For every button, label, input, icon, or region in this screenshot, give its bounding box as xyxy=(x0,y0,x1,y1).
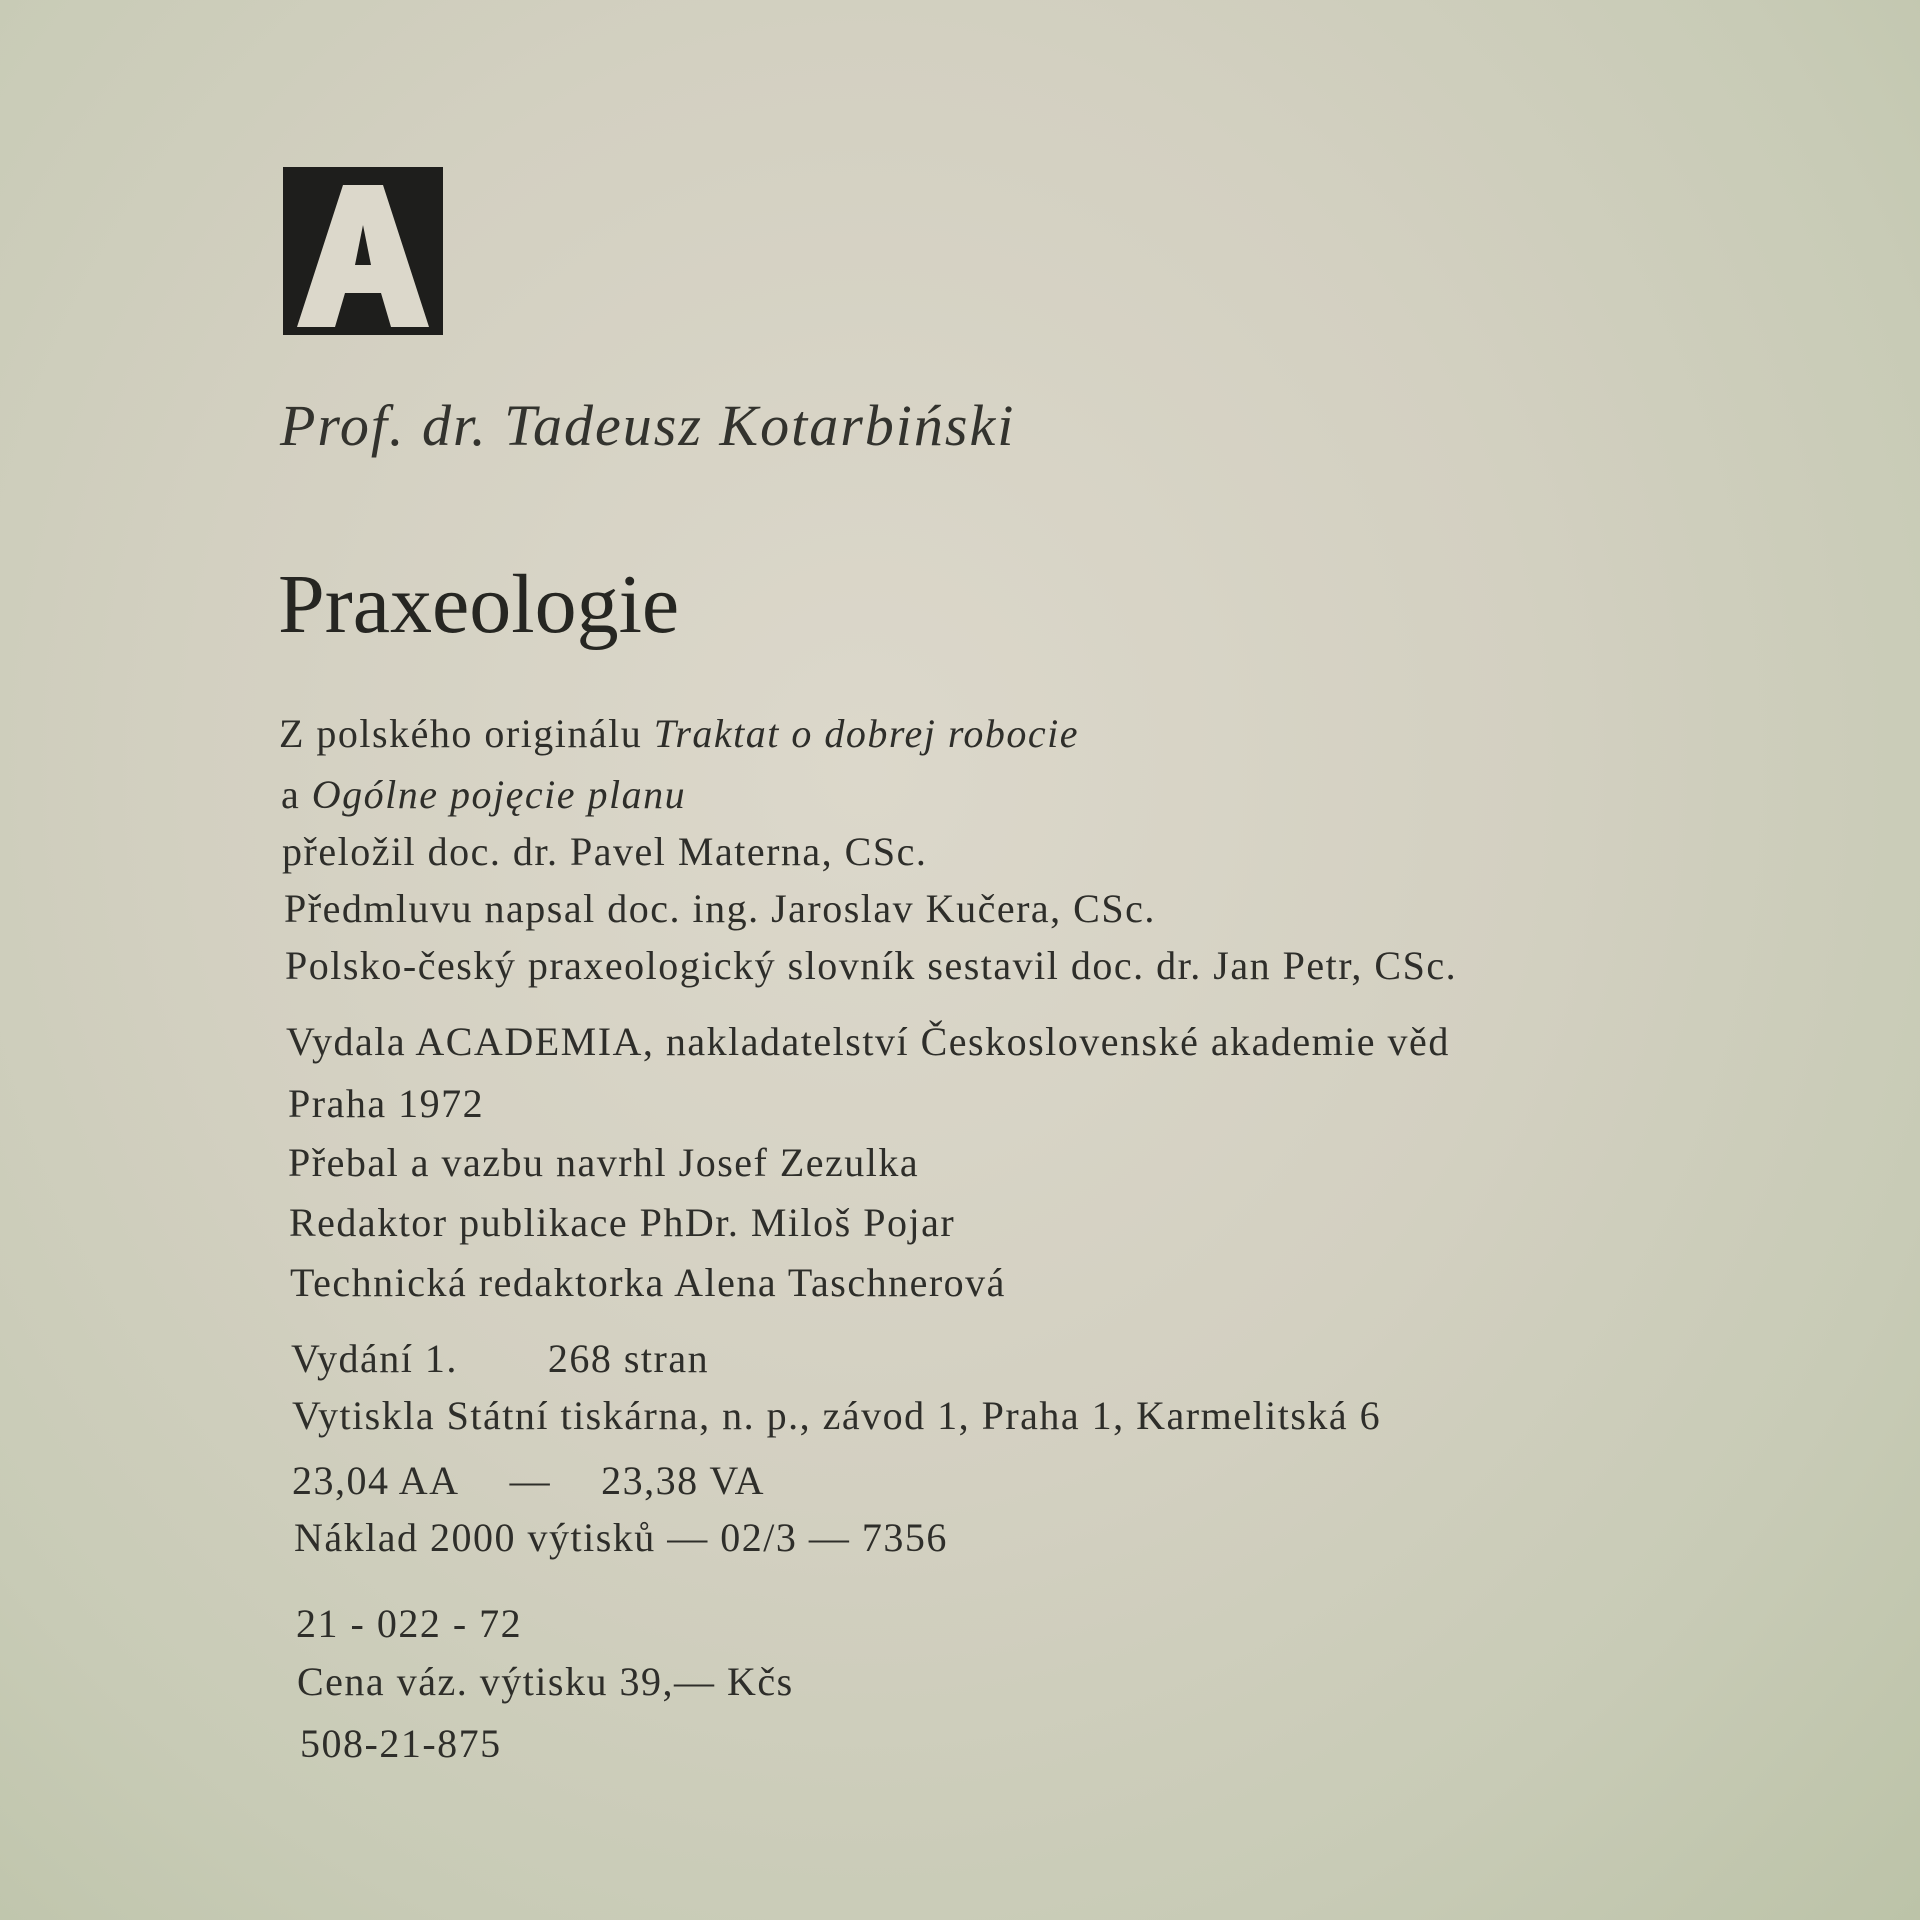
technical-editor-line: Technická redaktorka Alena Taschnerová xyxy=(290,1260,1006,1305)
original-title-1: Traktat o dobrej robocie xyxy=(653,711,1080,756)
book-title: Praxeologie xyxy=(278,558,680,651)
catalog-number-line: 21 - 022 - 72 xyxy=(296,1601,523,1646)
page-count: 268 stran xyxy=(547,1336,710,1381)
publisher-line: Vydala ACADEMIA, nakladatelství Československé akademie věd xyxy=(286,1019,1450,1064)
sheets-va: 23,38 VA xyxy=(601,1458,765,1503)
letter-a-logo-icon xyxy=(283,167,443,335)
sheets-aa: 23,04 AA xyxy=(292,1458,460,1503)
editor-line: Redaktor publikace PhDr. Miloš Pojar xyxy=(289,1200,956,1245)
sheets-dash: — xyxy=(509,1458,552,1503)
sheets-line xyxy=(292,1457,765,1504)
foreword-line: Předmluvu napsal doc. ing. Jaroslav Kučera, CSc. xyxy=(284,886,1156,931)
origin-prefix: Z polského originálu xyxy=(279,711,643,756)
price-line: Cena váz. výtisku 39,— Kčs xyxy=(297,1659,794,1704)
dictionary-line: Polsko-český praxeologický slovník sestavil doc. dr. Jan Petr, CSc. xyxy=(285,943,1458,988)
origin-conjunction: a xyxy=(281,772,301,817)
translator-line: přeložil doc. dr. Pavel Materna, CSc. xyxy=(282,829,928,874)
print-run-line: Náklad 2000 výtisků — 02/3 — 7356 xyxy=(294,1515,948,1560)
cover-design-line: Přebal a vazbu navrhl Josef Zezulka xyxy=(288,1140,920,1185)
academia-logo xyxy=(283,167,443,335)
original-title-2: Ogólne pojęcie planu xyxy=(311,772,687,817)
code-line: 508-21-875 xyxy=(300,1721,502,1766)
origin-line-2 xyxy=(281,771,686,818)
printer-line: Vytiskla Státní tiskárna, n. p., závod 1, Praha 1, Karmelitská 6 xyxy=(292,1393,1382,1438)
origin-line-1 xyxy=(279,710,1079,757)
author-name: Prof. dr. Tadeusz Kotarbiński xyxy=(280,393,1016,458)
edition-line xyxy=(291,1335,709,1382)
place-year-line: Praha 1972 xyxy=(288,1081,485,1126)
edition: Vydání 1. xyxy=(291,1336,458,1381)
